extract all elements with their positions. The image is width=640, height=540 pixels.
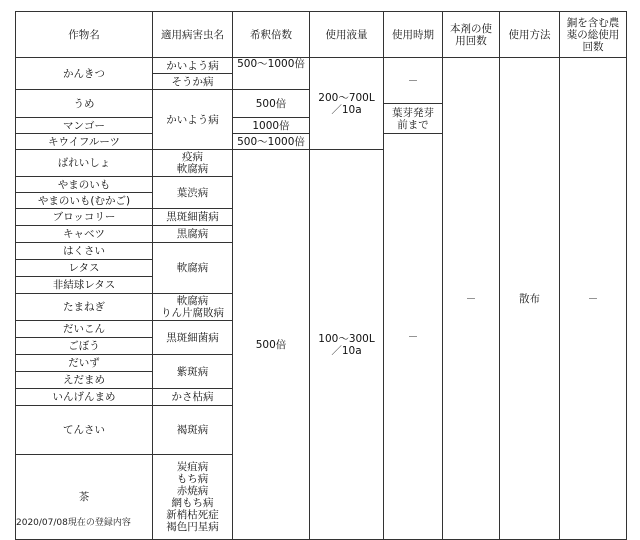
crop-cell: ばれいしょ [16,150,153,177]
header-timing: 使用時期 [384,12,443,58]
disease-cell: 葉渋病 [153,177,233,209]
header-total: 銅を含む農薬の総使用回数 [560,12,627,58]
disease-cell: そうか病 [153,74,233,90]
disease-cell: かいよう病 [153,90,233,150]
disease-line: りん片腐敗病 [161,307,224,319]
crop-cell: はくさい [16,243,153,260]
volume-unit: ／10a [331,344,362,357]
header-dilution: 希釈倍数 [233,12,310,58]
disease-cell: かさ枯病 [153,389,233,406]
timing-cell: － [384,134,443,540]
dilution-cell: 500～1000倍 [233,58,310,90]
header-count: 本剤の使用回数 [443,12,500,58]
timing-cell: － [384,58,443,104]
header-disease: 適用病害虫名 [153,12,233,58]
timing-line: 葉芽発芽 [392,106,434,119]
volume-amount: 200～700L [318,91,375,104]
disease-line: 疫病 [182,151,203,163]
crop-cell: キウイフルーツ [16,134,153,150]
crop-cell: だいこん [16,321,153,338]
header-crop: 作物名 [16,12,153,58]
crop-cell: やまのいも [16,177,153,193]
crop-cell: やまのいも(むかご) [16,193,153,209]
total-cell: － [560,58,627,540]
disease-cell: 紫斑病 [153,355,233,389]
crop-cell: だいず [16,355,153,372]
disease-line: 赤焼病 [176,485,209,497]
disease-line: 軟腐病 [176,163,209,175]
disease-line: 網もち病 [171,497,214,509]
crop-cell: ブロッコリー [16,209,153,226]
timing-line: 前まで [397,118,429,131]
disease-cell: 褐斑病 [153,406,233,455]
header-method: 使用方法 [500,12,560,58]
disease-cell: 軟腐病 [153,243,233,294]
volume-amount: 100～300L [318,332,375,345]
header-row [16,12,627,58]
crop-cell: レタス [16,260,153,277]
disease-line: もち病 [176,473,209,485]
crop-cell: 非結球レタス [16,277,153,294]
crop-cell: マンゴー [16,118,153,134]
disease-cell: 黒腐病 [153,226,233,243]
method-cell: 散布 [500,58,560,540]
disease-cell [153,455,233,540]
dilution-cell: 500倍 [233,150,310,540]
crop-cell: ごぼう [16,338,153,355]
crop-cell: 茶 [16,455,153,540]
header-volume: 使用液量 [310,12,384,58]
disease-cell [153,294,233,321]
crop-cell: えだまめ [16,372,153,389]
timing-cell [384,104,443,134]
disease-line: 新梢枯死症 [166,509,219,521]
disease-cell [153,150,233,177]
volume-cell [310,150,384,540]
disease-line: 褐色円星病 [166,521,219,533]
count-cell: － [443,58,500,540]
crop-cell: いんげんまめ [16,389,153,406]
volume-cell [310,58,384,150]
crop-cell: かんきつ [16,58,153,90]
dilution-cell: 1000倍 [233,118,310,134]
crop-cell: てんさい [16,406,153,455]
crop-cell: キャベツ [16,226,153,243]
disease-line: 軟腐病 [176,295,209,307]
dilution-cell: 500倍 [233,90,310,118]
table-row [16,58,627,74]
disease-line: 炭疽病 [176,461,209,473]
crop-cell: たまねぎ [16,294,153,321]
disease-cell: 黒斑細菌病 [153,321,233,355]
registration-date-note: 2020/07/08現在の登録内容 [16,518,131,528]
crop-cell: うめ [16,90,153,118]
disease-cell: 黒斑細菌病 [153,209,233,226]
pesticide-registration-table [15,11,627,540]
dilution-cell: 500～1000倍 [233,134,310,150]
volume-unit: ／10a [331,103,362,116]
disease-cell: かいよう病 [153,58,233,74]
